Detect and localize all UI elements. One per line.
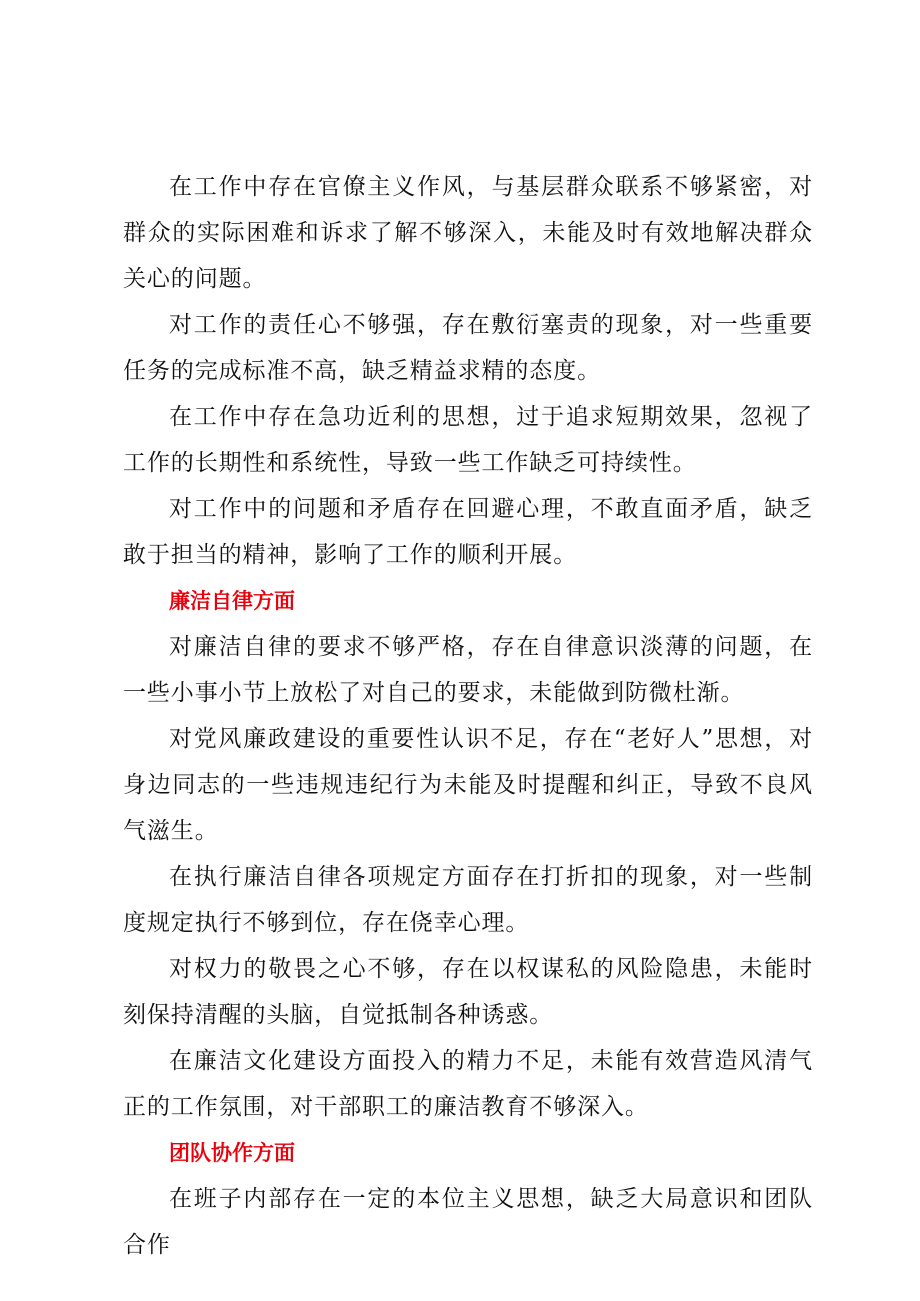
paragraph: 对工作中的问题和矛盾存在回避心理，不敢直面矛盾，缺乏敢于担当的精神，影响了工作的顺利开展。 [123,496,813,568]
document-body [123,164,813,1268]
section-heading: 廉洁自律方面 [169,589,295,613]
paragraph: 对权力的敬畏之心不够，存在以权谋私的风险隐患，未能时刻保持清醒的头脑，自觉抵制各种诱惑。 [123,956,813,1028]
paragraph: 在工作中存在急功近利的思想，过于追求短期效果，忽视了工作的长期性和系统性，导致一些工作缺乏可持续性。 [123,404,813,476]
section-heading: 团队协作方面 [169,1141,295,1165]
paragraph: 在班子内部存在一定的本位主义思想，缺乏大局意识和团队合作 [123,1186,813,1258]
paragraph: 在执行廉洁自律各项规定方面存在打折扣的现象，对一些制度规定执行不够到位，存在侥幸心理。 [123,864,813,936]
paragraph: 在工作中存在官僚主义作风，与基层群众联系不够紧密，对群众的实际困难和诉求了解不够深入，未能及时有效地解决群众关心的问题。 [123,174,813,292]
paragraph: 对工作的责任心不够强，存在敷衍塞责的现象，对一些重要任务的完成标准不高，缺乏精益求精的态度。 [123,312,813,384]
paragraph: 在廉洁文化建设方面投入的精力不足，未能有效营造风清气正的工作氛围，对干部职工的廉洁教育不够深入。 [123,1048,813,1120]
paragraph: 对廉洁自律的要求不够严格，存在自律意识淡薄的问题，在一些小事小节上放松了对自己的要求，未能做到防微杜渐。 [123,634,813,706]
paragraph: 对党风廉政建设的重要性认识不足，存在“老好人”思想，对身边同志的一些违规违纪行为未能及时提醒和纠正，导致不良风气滋生。 [123,726,813,844]
